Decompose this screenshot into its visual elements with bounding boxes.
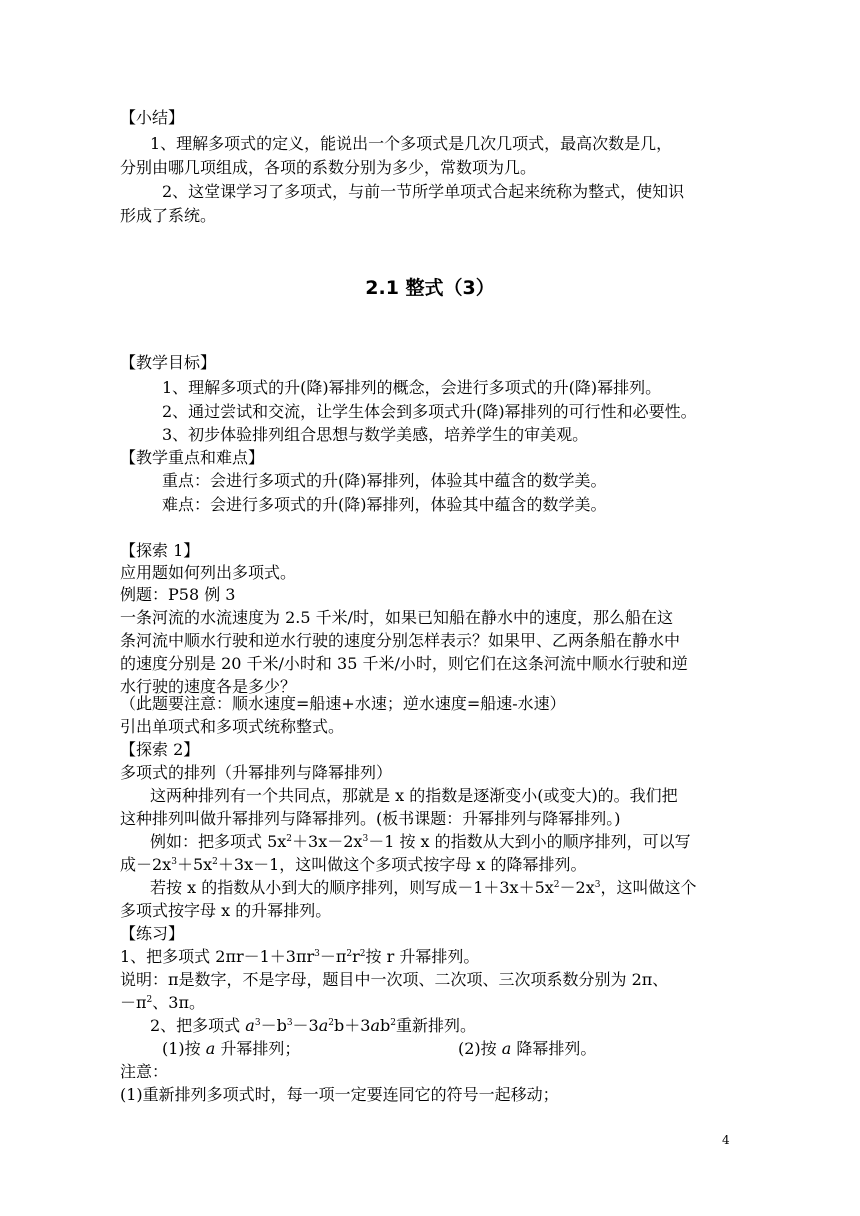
practice-question: 2、把多项式 $a^3-b^3-3a^2b+3ab^2$重新排列。 bbox=[150, 1016, 476, 1035]
page-number: 4 bbox=[722, 1133, 730, 1147]
key-point: 重点：会进行多项式的升(降)幂排列，体验其中蕴含的数学美。 bbox=[162, 471, 607, 490]
explore2-text: 这两种排列有一个共同点，那就是 x 的指数是逐渐变小(或变大)的。我们把 bbox=[150, 786, 678, 805]
key-points-heading: 【教学重点和难点】 bbox=[120, 448, 265, 467]
explore1-text: 条河流中顺水行驶和逆水行驶的速度分别怎样表示？如果甲、乙两条船在静水中 bbox=[120, 631, 681, 650]
practice-heading: 【练习】 bbox=[120, 924, 185, 943]
explore2-text: 这种排列叫做升幂排列与降幂排列。(板书课题：升幂排列与降幂排列。) bbox=[120, 809, 621, 828]
practice-note: 说明：π是数字，不是字母，题目中一次项、二次项、三次项系数分别为 2π、 bbox=[120, 970, 669, 989]
summary-text: 2、这堂课学习了多项式，与前一节所学单项式合起来统称为整式，使知识 bbox=[162, 182, 685, 201]
explore1-text: 例题：P58 例 3 bbox=[120, 585, 236, 604]
explore2-text: 成$-2x^3+5x^2+3x-1$，这叫做这个多项式按字母 x 的降幂排列。 bbox=[120, 855, 587, 874]
explore2-text: 多项式的排列（升幂排列与降幂排列） bbox=[120, 763, 393, 782]
practice-question: 1、把多项式 $2\pi r-1+3\pi r^3-\pi^2r^2$按 r 升幂排列。 bbox=[120, 947, 480, 966]
explore1-note: （此题要注意：顺水速度=船速+水速；逆水速度=船速-水速） bbox=[120, 694, 566, 713]
summary-heading: 【小结】 bbox=[120, 108, 185, 127]
summary-text: 1、理解多项式的定义，能说出一个多项式是几次几项式，最高次数是几， bbox=[150, 134, 673, 153]
explore2-heading: 【探索 2】 bbox=[120, 740, 200, 759]
goals-heading: 【教学目标】 bbox=[120, 353, 217, 372]
summary-text: 分别由哪几项组成，各项的系数分别为多少，常数项为几。 bbox=[120, 158, 537, 177]
goal-item: 1、理解多项式的升(降)幂排列的概念，会进行多项式的升(降)幂排列。 bbox=[162, 378, 662, 397]
explore2-text: 例如：把多项式 $5x^2+3x-2x^3-1$ 按 x 的指数从大到小的顺序排列，可以写 bbox=[150, 832, 691, 851]
explore1-text: 引出单项式和多项式统称整式。 bbox=[120, 717, 345, 736]
goal-item: 2、通过尝试和交流，让学生体会到多项式升(降)幂排列的可行性和必要性。 bbox=[162, 402, 697, 421]
practice-option: (2)按 a 降幂排列。 bbox=[458, 1039, 597, 1058]
difficult-point: 难点：会进行多项式的升(降)幂排列，体验其中蕴含的数学美。 bbox=[162, 495, 607, 514]
explore1-text: 水行驶的速度各是多少？ bbox=[120, 677, 297, 696]
practice-attention-item: (1)重新排列多项式时，每一项一定要连同它的符号一起移动； bbox=[120, 1085, 559, 1104]
explore2-text: 多项式按字母 x 的升幂排列。 bbox=[120, 901, 332, 920]
practice-attention: 注意： bbox=[120, 1062, 169, 1081]
explore2-text: 若按 x 的指数从小到大的顺序排列，则写成$-1+3x+5x^2-2x^3$，这叫做这个 bbox=[150, 878, 697, 897]
practice-note: $-\pi^2$、3π。 bbox=[120, 993, 205, 1012]
section-title: 2.1 整式（3） bbox=[365, 277, 495, 299]
summary-text: 形成了系统。 bbox=[120, 206, 217, 225]
explore1-heading: 【探索 1】 bbox=[120, 541, 200, 560]
explore1-text: 应用题如何列出多项式。 bbox=[120, 563, 297, 582]
practice-option: (1)按 a 升幂排列； bbox=[162, 1039, 301, 1058]
explore1-text: 的速度分别是 20 千米/小时和 35 千米/小时，则它们在这条河流中顺水行驶和逆 bbox=[120, 654, 688, 673]
explore1-text: 一条河流的水流速度为 2.5 千米/时，如果已知船在静水中的速度，那么船在这 bbox=[120, 608, 674, 627]
goal-item: 3、初步体验排列组合思想与数学美感，培养学生的审美观。 bbox=[162, 425, 589, 444]
